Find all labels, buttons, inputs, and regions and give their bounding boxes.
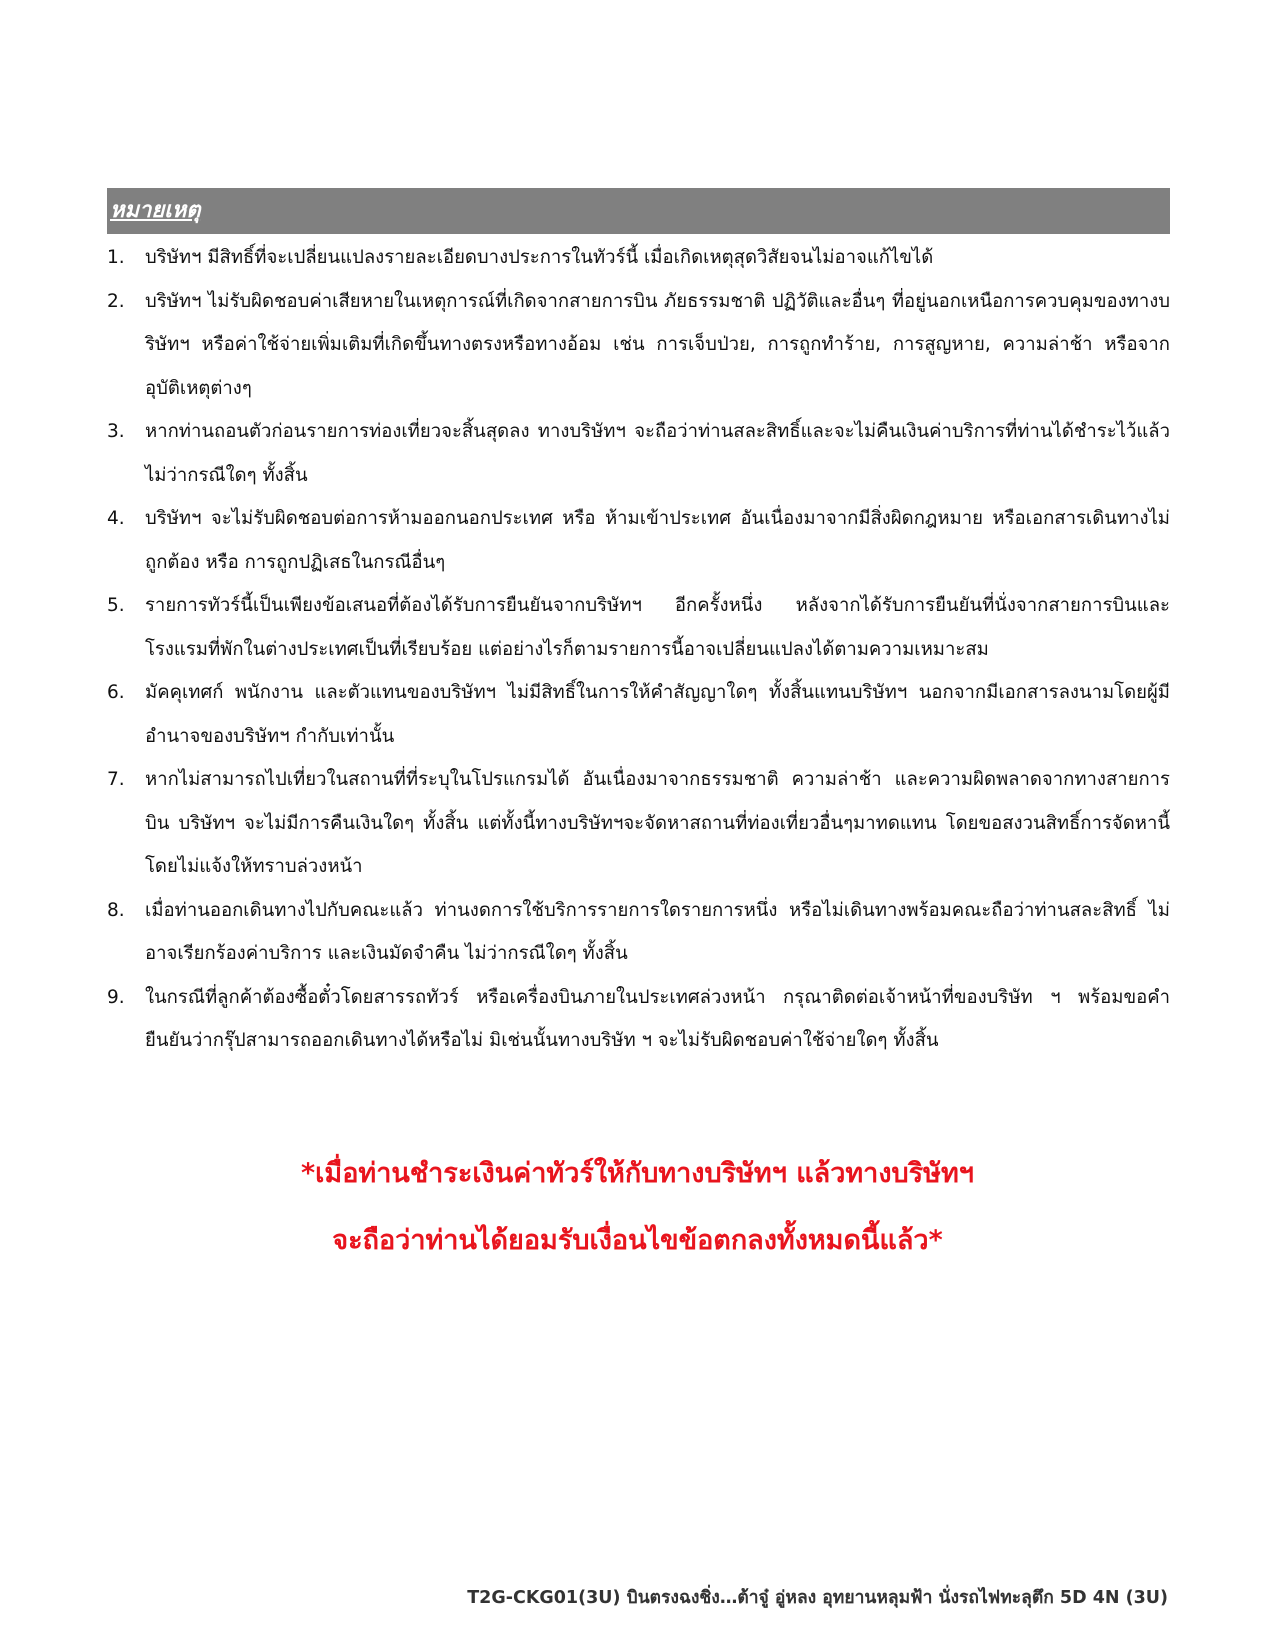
list-item: [107, 584, 1170, 671]
list-item: [107, 889, 1170, 976]
remarks-heading: หมายเหตุ: [110, 197, 201, 223]
item-text: รายการทัวร์นี้เป็นเพียงข้อเสนอที่ต้องได้รับการยืนยันจากบริษัทฯ อีกครั้งหนึ่ง หลังจากได้รับการยืนยันที่นั่งจากสายการบินและโรงแรมที่พักในต่างประเทศเป็นที่เรียบร้อย แต่อย่างไรก็ตามรายการนี้อาจเปลี่ยนแปลงได้ตามความเหมาะสม: [145, 595, 1170, 660]
remarks-list: [107, 236, 1170, 1063]
list-item: [107, 497, 1170, 584]
item-text: เมื่อท่านออกเดินทางไปกับคณะแล้ว ท่านงดการใช้บริการรายการใดรายการหนึ่ง หรือไม่เดินทางพร้อมคณะถือว่าท่านสละสิทธิ์ ไม่อาจเรียกร้องค่าบริการ และเงินมัดจำคืน ไม่ว่ากรณีใดๆ ทั้งสิ้น: [145, 899, 1170, 964]
list-item: [107, 280, 1170, 411]
item-number: 9.: [107, 986, 125, 1008]
item-text: หากไม่สามารถไปเที่ยวในสถานที่ที่ระบุในโปรแกรมได้ อันเนื่องมาจากธรรมชาติ ความล่าช้า และความผิดพลาดจากทางสายการบิน บริษัทฯ จะไม่มีการคืนเงินใดๆ ทั้งสิ้น แต่ทั้งนี้ทางบริษัทฯจะจัดหาสถานที่ท่องเที่ยวอื่นๆมาทดแทน โดยขอสงวนสิทธิ์การจัดหานี้โดยไม่แจ้งให้ทราบล่วงหน้า: [145, 769, 1170, 877]
item-text: หากท่านถอนตัวก่อนรายการท่องเที่ยวจะสิ้นสุดลง ทางบริษัทฯ จะถือว่าท่านสละสิทธิ์และจะไม่คืนเงินค่าบริการที่ท่านได้ชำระไว้แล้วไม่ว่ากรณีใดๆ ทั้งสิ้น: [145, 421, 1170, 486]
item-number: 6.: [107, 682, 125, 703]
item-number: 7.: [107, 769, 125, 790]
acceptance-notice-line-2: จะถือว่าท่านได้ยอมรับเงื่อนไขข้อตกลงทั้งหมดนี้แล้ว*: [332, 1225, 943, 1256]
list-item: [107, 410, 1170, 497]
item-number: 3.: [107, 421, 125, 442]
list-item: [107, 236, 1170, 280]
item-number: 8.: [107, 899, 125, 921]
acceptance-notice-line-1: *เมื่อท่านชำระเงินค่าทัวร์ให้กับทางบริษัทฯ แล้วทางบริษัทฯ: [301, 1158, 974, 1189]
item-number: 2.: [107, 290, 125, 312]
item-text: มัคคุเทศก์ พนักงาน และตัวแทนของบริษัทฯ ไม่มีสิทธิ์ในการให้คำสัญญาใดๆ ทั้งสิ้นแทนบริษัทฯ นอกจากมีเอกสารลงนามโดยผู้มีอำนาจของบริษัทฯ กำกับเท่านั้น: [145, 682, 1170, 747]
item-number: 4.: [107, 508, 125, 529]
page-footer: T2G-CKG01(3U) บินตรงฉงชิ่ง…ต้าจู๋ อู่หลง อุทยานหลุมฟ้า นั่งรถไฟทะลุตึก 5D 4N (3U): [467, 1588, 1168, 1608]
item-text: ในกรณีที่ลูกค้าต้องซื้อตั๋วโดยสารรถทัวร์ หรือเครื่องบินภายในประเทศล่วงหน้า กรุณาติดต่อเจ้าหน้าที่ของบริษัท ฯ พร้อมขอคำยืนยันว่ากรุ๊ปสามารถออกเดินทางได้หรือไม่ มิเช่นนั้นทางบริษัท ฯ จะไม่รับผิดชอบค่าใช้จ่ายใดๆ ทั้งสิ้น: [145, 986, 1170, 1051]
list-item: [107, 976, 1170, 1063]
item-number: 1.: [107, 247, 125, 268]
remarks-heading-bar: [107, 188, 1170, 234]
list-item: [107, 671, 1170, 758]
item-text: บริษัทฯ ไม่รับผิดชอบค่าเสียหายในเหตุการณ์ที่เกิดจากสายการบิน ภัยธรรมชาติ ปฏิวัติและอื่นๆ ที่อยู่นอกเหนือการควบคุมของทางบริษัทฯ หรือค่าใช้จ่ายเพิ่มเติมที่เกิดขึ้นทางตรงหรือทางอ้อม เช่น การเจ็บป่วย, การถูกทำร้าย, การสูญหาย, ความล่าช้า หรือจากอุบัติเหตุต่างๆ: [145, 290, 1170, 399]
item-text: บริษัทฯ มีสิทธิ์ที่จะเปลี่ยนแปลงรายละเอียดบางประการในทัวร์นี้ เมื่อเกิดเหตุสุดวิสัยจนไม่อาจแก้ไขได้: [145, 247, 934, 268]
item-text: บริษัทฯ จะไม่รับผิดชอบต่อการห้ามออกนอกประเทศ หรือ ห้ามเข้าประเทศ อันเนื่องมาจากมีสิ่งผิดกฎหมาย หรือเอกสารเดินทางไม่ถูกต้อง หรือ การถูกปฏิเสธในกรณีอื่นๆ: [145, 508, 1170, 573]
item-number: 5.: [107, 595, 125, 616]
list-item: [107, 758, 1170, 889]
